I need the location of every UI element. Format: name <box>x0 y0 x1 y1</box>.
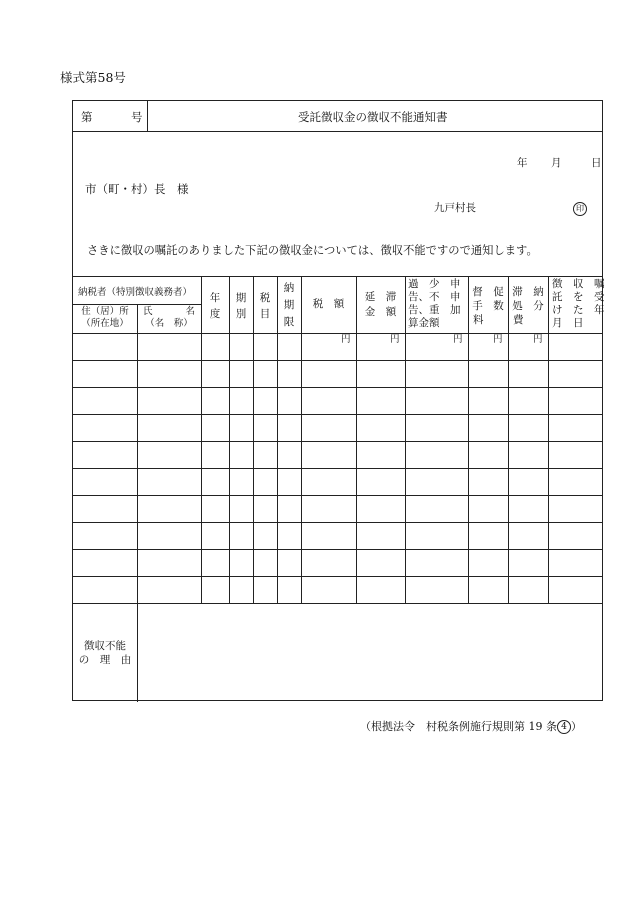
header-row <box>73 101 602 132</box>
form-frame <box>72 100 603 701</box>
reason-label: 徴収不能 の 理 由 <box>78 640 132 666</box>
addressee: 市（町・村）長 様 <box>85 182 189 196</box>
date-day: 日 <box>591 157 602 169</box>
header-penalty-amount: 過 少 申 告、不 申 告、重 加 算金額 <box>408 278 461 329</box>
yen-unit-dunning: 円 <box>493 334 503 345</box>
header-address: 住（居）所 （所在地） <box>81 306 129 329</box>
header-tax-amount: 税 額 <box>312 298 345 310</box>
header-name: 氏 名 （名 称） <box>143 306 195 329</box>
number-label-prefix: 第 <box>81 110 93 124</box>
header-year: 年 度 <box>209 292 221 320</box>
header-dunning-fee: 督 促 手 数 料 <box>472 286 504 326</box>
date-year: 年 <box>517 157 528 169</box>
seal-mark: 印 <box>573 202 587 216</box>
yen-unit-delinquent: 円 <box>390 334 400 345</box>
header-disposition-cost: 滞 納 処 分 費 <box>512 286 544 326</box>
sender-name: 九戸村長 <box>434 202 476 214</box>
number-label-suffix: 号 <box>131 110 143 124</box>
header-deadline: 納 期 限 <box>283 282 295 328</box>
header-taxpayer: 納税者（特別徴収義務者） <box>78 287 193 298</box>
header-tax-item: 税 目 <box>259 292 271 320</box>
yen-unit-tax: 円 <box>341 334 351 345</box>
date-month: 月 <box>551 157 562 169</box>
notice-text: さきに徴収の嘱託のありました下記の徴収金については、徴収不能ですので通知します。 <box>87 244 538 257</box>
document-title: 受託徴収金の徴収不能通知書 <box>298 110 448 124</box>
yen-unit-penalty: 円 <box>453 334 463 345</box>
header-delinquent: 延 滞 金 額 <box>364 291 397 318</box>
yen-unit-disposition: 円 <box>533 334 543 345</box>
legal-basis: （根拠法令 村税条例施行規則第 19 条 4 ） <box>360 720 582 733</box>
header-commission-date: 徴 収 嘱 託 を 受 け た 年 月 日 <box>552 278 605 329</box>
header-period: 期 別 <box>235 292 247 320</box>
form-number: 様式第58号 <box>60 70 126 85</box>
